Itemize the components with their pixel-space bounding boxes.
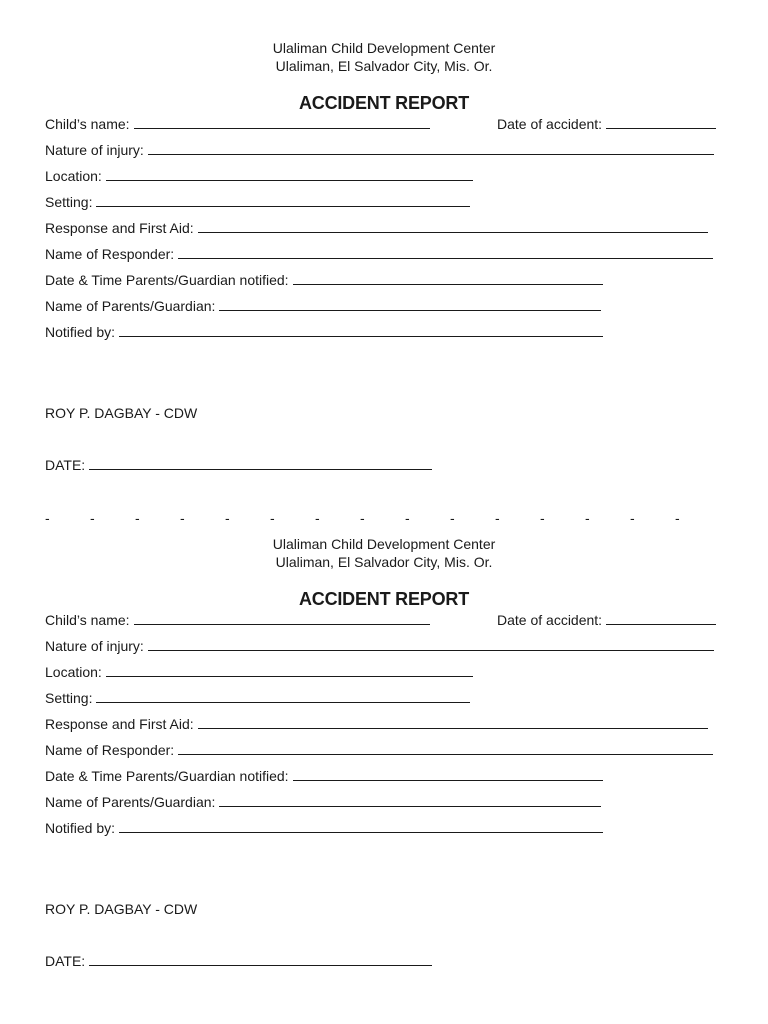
accident-report-form-1 — [0, 0, 768, 496]
location-label: Location: — [45, 664, 102, 680]
date-time-notified-blank[interactable] — [293, 272, 603, 285]
response-first-aid-blank[interactable] — [198, 716, 708, 729]
location-blank[interactable] — [106, 168, 473, 181]
nature-of-injury-field — [45, 142, 714, 159]
signature-date-blank[interactable] — [89, 457, 432, 470]
cut-dash: - — [630, 510, 635, 526]
nature-of-injury-blank[interactable] — [148, 142, 714, 155]
accident-report-form-2 — [0, 496, 768, 992]
setting-blank[interactable] — [96, 690, 470, 703]
date-of-accident-field — [497, 116, 716, 133]
notified-by-blank[interactable] — [119, 820, 603, 833]
cut-dash: - — [225, 510, 230, 526]
childs-name-field — [45, 116, 430, 133]
name-of-responder-label: Name of Responder: — [45, 742, 175, 758]
cut-dash: - — [450, 510, 455, 526]
date-of-accident-label: Date of accident: — [497, 116, 603, 132]
childs-name-field — [45, 612, 430, 629]
setting-label: Setting: — [45, 194, 93, 210]
childs-name-blank[interactable] — [134, 116, 430, 129]
signature-date-label: DATE: — [45, 953, 86, 969]
signature-date-field — [45, 953, 432, 970]
location-label: Location: — [45, 168, 102, 184]
cut-dash: - — [540, 510, 545, 526]
date-of-accident-label: Date of accident: — [497, 612, 603, 628]
response-first-aid-field — [45, 220, 708, 237]
setting-field — [45, 194, 470, 211]
name-of-parents-blank[interactable] — [219, 794, 601, 807]
signer-name: ROY P. DAGBAY - CDW — [45, 901, 198, 917]
signer-name: ROY P. DAGBAY - CDW — [45, 405, 198, 421]
response-first-aid-field — [45, 716, 708, 733]
form-title: ACCIDENT REPORT — [298, 589, 469, 609]
response-first-aid-label: Response and First Aid: — [45, 220, 194, 236]
name-of-responder-blank[interactable] — [178, 246, 713, 259]
setting-blank[interactable] — [96, 194, 470, 207]
signature-date-field — [45, 457, 432, 474]
notified-by-field — [45, 324, 603, 341]
response-first-aid-label: Response and First Aid: — [45, 716, 194, 732]
name-of-responder-field — [45, 742, 713, 759]
childs-name-blank[interactable] — [134, 612, 430, 625]
notified-by-label: Notified by: — [45, 324, 116, 340]
name-of-responder-label: Name of Responder: — [45, 246, 175, 262]
setting-label: Setting: — [45, 690, 93, 706]
cut-dash: - — [90, 510, 95, 526]
org-name: Ulaliman Child Development Center — [272, 40, 496, 56]
childs-name-label: Child’s name: — [45, 116, 130, 132]
date-time-notified-label: Date & Time Parents/Guardian notified: — [45, 272, 289, 288]
date-time-notified-blank[interactable] — [293, 768, 603, 781]
name-of-responder-field — [45, 246, 713, 263]
org-address: Ulaliman, El Salvador City, Mis. Or. — [275, 58, 493, 74]
cut-dash: - — [315, 510, 320, 526]
childs-name-label: Child’s name: — [45, 612, 130, 628]
date-of-accident-blank[interactable] — [606, 116, 716, 129]
org-address: Ulaliman, El Salvador City, Mis. Or. — [275, 554, 493, 570]
cut-dash: - — [495, 510, 500, 526]
date-time-notified-field — [45, 768, 603, 785]
location-field — [45, 168, 473, 185]
nature-of-injury-blank[interactable] — [148, 638, 714, 651]
notified-by-blank[interactable] — [119, 324, 603, 337]
date-of-accident-field — [497, 612, 716, 629]
cut-dash: - — [45, 510, 50, 526]
cut-dash: - — [360, 510, 365, 526]
cut-dash: - — [270, 510, 275, 526]
cut-dash: - — [585, 510, 590, 526]
date-of-accident-blank[interactable] — [606, 612, 716, 625]
nature-of-injury-field — [45, 638, 714, 655]
signature-date-blank[interactable] — [89, 953, 432, 966]
nature-of-injury-label: Nature of injury: — [45, 638, 144, 654]
notified-by-field — [45, 820, 603, 837]
setting-field — [45, 690, 470, 707]
location-blank[interactable] — [106, 664, 473, 677]
cut-dash: - — [675, 510, 680, 526]
name-of-responder-blank[interactable] — [178, 742, 713, 755]
name-of-parents-field — [45, 298, 601, 315]
signature-date-label: DATE: — [45, 457, 86, 473]
form-title: ACCIDENT REPORT — [298, 93, 469, 113]
name-of-parents-label: Name of Parents/Guardian: — [45, 298, 216, 314]
org-name: Ulaliman Child Development Center — [272, 536, 496, 552]
date-time-notified-field — [45, 272, 603, 289]
name-of-parents-blank[interactable] — [219, 298, 601, 311]
nature-of-injury-label: Nature of injury: — [45, 142, 144, 158]
name-of-parents-label: Name of Parents/Guardian: — [45, 794, 216, 810]
name-of-parents-field — [45, 794, 601, 811]
notified-by-label: Notified by: — [45, 820, 116, 836]
cut-dash: - — [135, 510, 140, 526]
location-field — [45, 664, 473, 681]
date-time-notified-label: Date & Time Parents/Guardian notified: — [45, 768, 289, 784]
response-first-aid-blank[interactable] — [198, 220, 708, 233]
cut-dash: - — [180, 510, 185, 526]
cut-dash: - — [405, 510, 410, 526]
